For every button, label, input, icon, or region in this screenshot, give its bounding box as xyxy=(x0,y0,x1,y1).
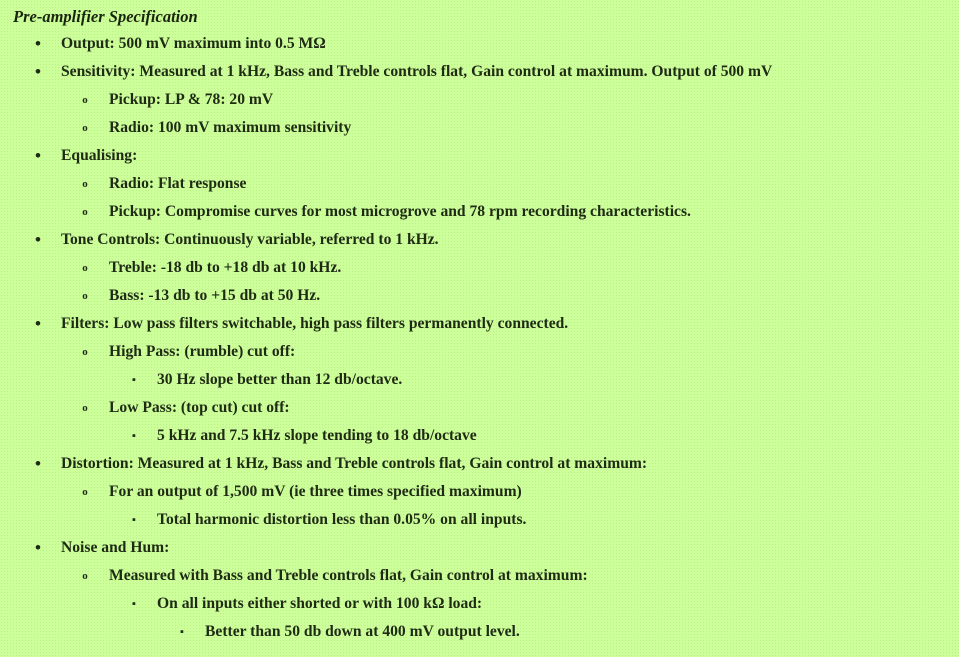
spec-item-level-2 xyxy=(13,338,959,366)
spec-item-level-2 xyxy=(13,198,959,226)
bullet-circle-icon: o xyxy=(82,94,88,106)
spec-item-text: Output: 500 mV maximum into 0.5 MΩ xyxy=(61,35,326,52)
spec-item-level-1 xyxy=(13,226,959,254)
spec-item-level-3 xyxy=(13,366,959,394)
spec-item-text: Total harmonic distortion less than 0.05% on all inputs. xyxy=(157,511,527,528)
bullet-disc-icon: • xyxy=(35,538,41,557)
bullet-circle-icon: o xyxy=(82,262,88,274)
spec-item-text: Treble: -18 db to +18 db at 10 kHz. xyxy=(109,259,342,276)
bullet-square-icon: ▪ xyxy=(132,430,136,442)
spec-item-level-2 xyxy=(13,254,959,282)
spec-item-level-2 xyxy=(13,394,959,422)
page-title: Pre-amplifier Specification xyxy=(13,7,198,26)
bullet-circle-icon: o xyxy=(82,178,88,190)
spec-item-text: Radio: 100 mV maximum sensitivity xyxy=(109,119,352,136)
bullet-square-icon: ▪ xyxy=(132,374,136,386)
bullet-circle-icon: o xyxy=(82,486,88,498)
spec-item-level-2 xyxy=(13,478,959,506)
bullet-circle-icon: o xyxy=(82,570,88,582)
bullet-disc-icon: • xyxy=(35,62,41,81)
spec-item-level-4 xyxy=(13,618,959,646)
spec-item-text: Tone Controls: Continuously variable, referred to 1 kHz. xyxy=(61,231,439,248)
spec-item-text: Pickup: Compromise curves for most microgrove and 78 rpm recording characteristics. xyxy=(109,203,691,220)
spec-item-text: On all inputs either shorted or with 100 kΩ load: xyxy=(157,595,483,612)
bullet-disc-icon: • xyxy=(35,146,41,165)
spec-item-level-1 xyxy=(13,450,959,478)
spec-item-level-1 xyxy=(13,534,959,562)
bullet-circle-icon: o xyxy=(82,206,88,218)
spec-item-level-1 xyxy=(13,142,959,170)
spec-item-text: Noise and Hum: xyxy=(61,539,170,556)
bullet-square-icon: ▪ xyxy=(132,514,136,526)
bullet-square-icon: ▪ xyxy=(132,598,136,610)
spec-item-level-2 xyxy=(13,562,959,590)
bullet-circle-icon: o xyxy=(82,346,88,358)
spec-item-text: Bass: -13 db to +15 db at 50 Hz. xyxy=(109,287,321,304)
spec-item-text: 5 kHz and 7.5 kHz slope tending to 18 db/octave xyxy=(157,427,477,444)
spec-item-level-3 xyxy=(13,422,959,450)
bullet-square-icon: ▪ xyxy=(180,626,184,638)
spec-item-text: Measured with Bass and Treble controls flat, Gain control at maximum: xyxy=(109,567,588,584)
spec-item-text: Equalising: xyxy=(61,147,138,164)
spec-item-text: High Pass: (rumble) cut off: xyxy=(109,343,296,360)
bullet-disc-icon: • xyxy=(35,230,41,249)
spec-item-text: Low Pass: (top cut) cut off: xyxy=(109,399,290,416)
bullet-circle-icon: o xyxy=(82,290,88,302)
spec-item-text: Filters: Low pass filters switchable, high pass filters permanently connected. xyxy=(61,315,569,332)
spec-item-level-1 xyxy=(13,30,959,58)
spec-item-text: Radio: Flat response xyxy=(109,175,247,192)
spec-item-text: Distortion: Measured at 1 kHz, Bass and Treble controls flat, Gain control at maximum: xyxy=(61,455,648,472)
spec-item-level-1 xyxy=(13,310,959,338)
spec-item-level-2 xyxy=(13,282,959,310)
spec-item-text: Sensitivity: Measured at 1 kHz, Bass and Treble controls flat, Gain control at maximum. Output of 500 mV xyxy=(61,63,773,80)
spec-item-level-2 xyxy=(13,86,959,114)
bullet-disc-icon: • xyxy=(35,34,41,53)
spec-item-text: For an output of 1,500 mV (ie three times specified maximum) xyxy=(109,483,522,500)
spec-item-level-2 xyxy=(13,114,959,142)
spec-item-text: Better than 50 db down at 400 mV output level. xyxy=(205,623,520,640)
spec-item-level-3 xyxy=(13,590,959,618)
spec-item-level-3 xyxy=(13,506,959,534)
spec-item-level-2 xyxy=(13,170,959,198)
spec-item-text: Pickup: LP & 78: 20 mV xyxy=(109,91,274,108)
bullet-circle-icon: o xyxy=(82,122,88,134)
spec-item-level-1 xyxy=(13,58,959,86)
bullet-disc-icon: • xyxy=(35,454,41,473)
spec-list xyxy=(13,30,959,646)
bullet-disc-icon: • xyxy=(35,314,41,333)
bullet-circle-icon: o xyxy=(82,402,88,414)
spec-item-text: 30 Hz slope better than 12 db/octave. xyxy=(157,371,403,388)
